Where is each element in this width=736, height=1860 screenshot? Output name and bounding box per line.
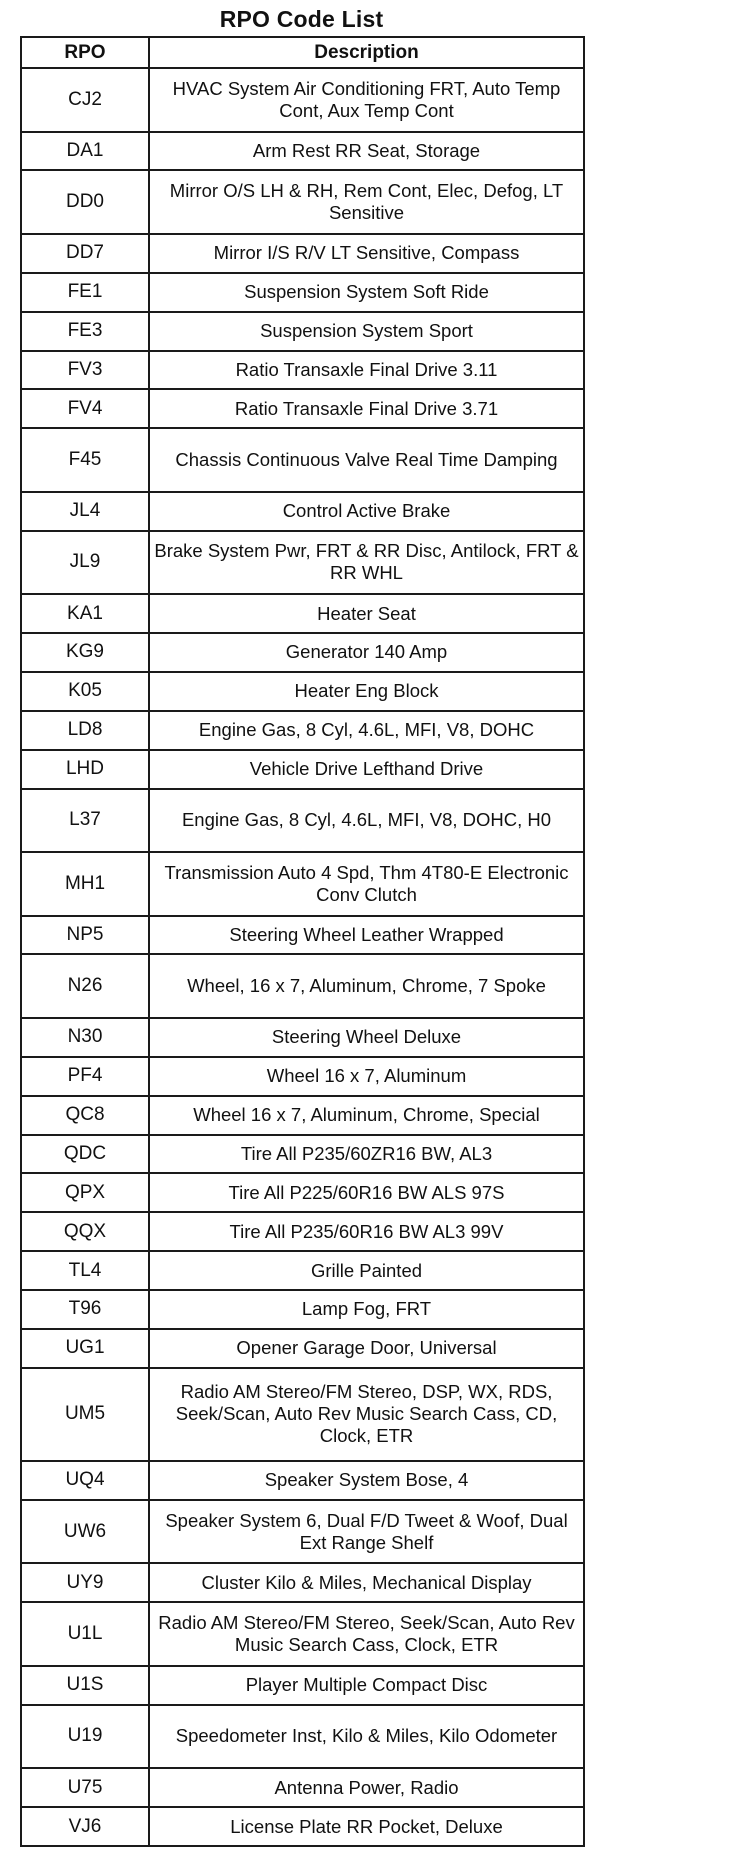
description-cell: Speedometer Inst, Kilo & Miles, Kilo Odometer <box>149 1705 584 1769</box>
rpo-code-cell: K05 <box>21 672 149 711</box>
rpo-code-cell: QPX <box>21 1173 149 1212</box>
column-header-description: Description <box>149 37 584 68</box>
description-cell: Radio AM Stereo/FM Stereo, DSP, WX, RDS, Seek/Scan, Auto Rev Music Search Cass, CD, Clock, ETR <box>149 1368 584 1461</box>
table-row <box>21 428 584 492</box>
table-row <box>21 1212 584 1251</box>
table-row <box>21 531 584 595</box>
rpo-code-cell: UG1 <box>21 1329 149 1368</box>
rpo-code-cell: U1L <box>21 1602 149 1666</box>
description-cell: Heater Eng Block <box>149 672 584 711</box>
table-row <box>21 389 584 428</box>
rpo-code-cell: UW6 <box>21 1500 149 1564</box>
rpo-code-table <box>20 36 585 1847</box>
rpo-code-cell: CJ2 <box>21 68 149 132</box>
rpo-code-cell: VJ6 <box>21 1807 149 1846</box>
table-row <box>21 1018 584 1057</box>
table-row <box>21 1057 584 1096</box>
table-row <box>21 1500 584 1564</box>
table-row <box>21 1251 584 1290</box>
table-row <box>21 594 584 633</box>
table-row <box>21 1096 584 1135</box>
description-cell: Ratio Transaxle Final Drive 3.11 <box>149 351 584 390</box>
description-cell: Chassis Continuous Valve Real Time Damping <box>149 428 584 492</box>
description-cell: Lamp Fog, FRT <box>149 1290 584 1329</box>
table-row <box>21 492 584 531</box>
description-cell: Antenna Power, Radio <box>149 1768 584 1807</box>
rpo-code-cell: DD7 <box>21 234 149 273</box>
rpo-code-cell: MH1 <box>21 852 149 916</box>
description-cell: Brake System Pwr, FRT & RR Disc, Antilock, FRT & RR WHL <box>149 531 584 595</box>
table-row <box>21 916 584 955</box>
description-cell: Control Active Brake <box>149 492 584 531</box>
table-row <box>21 312 584 351</box>
description-cell: Engine Gas, 8 Cyl, 4.6L, MFI, V8, DOHC <box>149 711 584 750</box>
table-row <box>21 1173 584 1212</box>
rpo-code-cell: LD8 <box>21 711 149 750</box>
rpo-code-cell: UQ4 <box>21 1461 149 1500</box>
rpo-code-cell: DD0 <box>21 170 149 234</box>
table-row <box>21 351 584 390</box>
table-row <box>21 750 584 789</box>
column-header-rpo: RPO <box>21 37 149 68</box>
rpo-code-cell: QQX <box>21 1212 149 1251</box>
rpo-code-cell: JL4 <box>21 492 149 531</box>
description-cell: Transmission Auto 4 Spd, Thm 4T80-E Electronic Conv Clutch <box>149 852 584 916</box>
rpo-code-cell: LHD <box>21 750 149 789</box>
table-row <box>21 132 584 171</box>
description-cell: Steering Wheel Leather Wrapped <box>149 916 584 955</box>
description-cell: Heater Seat <box>149 594 584 633</box>
table-row <box>21 1666 584 1705</box>
table-row <box>21 633 584 672</box>
description-cell: Vehicle Drive Lefthand Drive <box>149 750 584 789</box>
description-cell: Tire All P225/60R16 BW ALS 97S <box>149 1173 584 1212</box>
table-row <box>21 1135 584 1174</box>
description-cell: Speaker System 6, Dual F/D Tweet & Woof, Dual Ext Range Shelf <box>149 1500 584 1564</box>
rpo-code-cell: QC8 <box>21 1096 149 1135</box>
description-cell: Wheel 16 x 7, Aluminum, Chrome, Special <box>149 1096 584 1135</box>
rpo-code-cell: U19 <box>21 1705 149 1769</box>
rpo-code-cell: JL9 <box>21 531 149 595</box>
table-row <box>21 954 584 1018</box>
table-row <box>21 68 584 132</box>
description-cell: Wheel 16 x 7, Aluminum <box>149 1057 584 1096</box>
description-cell: Suspension System Sport <box>149 312 584 351</box>
table-row <box>21 273 584 312</box>
description-cell: License Plate RR Pocket, Deluxe <box>149 1807 584 1846</box>
description-cell: Opener Garage Door, Universal <box>149 1329 584 1368</box>
description-cell: Tire All P235/60ZR16 BW, AL3 <box>149 1135 584 1174</box>
rpo-code-cell: T96 <box>21 1290 149 1329</box>
rpo-code-cell: KA1 <box>21 594 149 633</box>
table-row <box>21 170 584 234</box>
rpo-code-cell: UM5 <box>21 1368 149 1461</box>
table-row <box>21 1290 584 1329</box>
description-cell: Suspension System Soft Ride <box>149 273 584 312</box>
table-row <box>21 789 584 853</box>
table-row <box>21 1461 584 1500</box>
table-row <box>21 711 584 750</box>
table-row <box>21 1368 584 1461</box>
description-cell: Radio AM Stereo/FM Stereo, Seek/Scan, Auto Rev Music Search Cass, Clock, ETR <box>149 1602 584 1666</box>
rpo-code-cell: F45 <box>21 428 149 492</box>
rpo-code-cell: DA1 <box>21 132 149 171</box>
table-row <box>21 1768 584 1807</box>
page-title: RPO Code List <box>219 6 384 32</box>
rpo-code-cell: U1S <box>21 1666 149 1705</box>
description-cell: Grille Painted <box>149 1251 584 1290</box>
description-cell: Engine Gas, 8 Cyl, 4.6L, MFI, V8, DOHC, H0 <box>149 789 584 853</box>
rpo-code-cell: UY9 <box>21 1563 149 1602</box>
table-header-row <box>21 37 584 68</box>
rpo-code-cell: FE3 <box>21 312 149 351</box>
rpo-code-cell: FV4 <box>21 389 149 428</box>
rpo-code-cell: FE1 <box>21 273 149 312</box>
rpo-code-cell: KG9 <box>21 633 149 672</box>
table-row <box>21 672 584 711</box>
rpo-code-cell: FV3 <box>21 351 149 390</box>
rpo-code-cell: U75 <box>21 1768 149 1807</box>
table-row <box>21 1602 584 1666</box>
table-row <box>21 1563 584 1602</box>
rpo-code-cell: N26 <box>21 954 149 1018</box>
rpo-code-cell: QDC <box>21 1135 149 1174</box>
table-row <box>21 852 584 916</box>
description-cell: Ratio Transaxle Final Drive 3.71 <box>149 389 584 428</box>
rpo-code-cell: TL4 <box>21 1251 149 1290</box>
description-cell: Tire All P235/60R16 BW AL3 99V <box>149 1212 584 1251</box>
table-row <box>21 1329 584 1368</box>
description-cell: Cluster Kilo & Miles, Mechanical Display <box>149 1563 584 1602</box>
rpo-code-cell: NP5 <box>21 916 149 955</box>
description-cell: HVAC System Air Conditioning FRT, Auto Temp Cont, Aux Temp Cont <box>149 68 584 132</box>
description-cell: Mirror I/S R/V LT Sensitive, Compass <box>149 234 584 273</box>
description-cell: Wheel, 16 x 7, Aluminum, Chrome, 7 Spoke <box>149 954 584 1018</box>
table-row <box>21 234 584 273</box>
rpo-code-cell: L37 <box>21 789 149 853</box>
rpo-code-cell: N30 <box>21 1018 149 1057</box>
table-row <box>21 1705 584 1769</box>
description-cell: Steering Wheel Deluxe <box>149 1018 584 1057</box>
rpo-code-cell: PF4 <box>21 1057 149 1096</box>
description-cell: Generator 140 Amp <box>149 633 584 672</box>
description-cell: Speaker System Bose, 4 <box>149 1461 584 1500</box>
description-cell: Player Multiple Compact Disc <box>149 1666 584 1705</box>
description-cell: Mirror O/S LH & RH, Rem Cont, Elec, Defog, LT Sensitive <box>149 170 584 234</box>
table-row <box>21 1807 584 1846</box>
description-cell: Arm Rest RR Seat, Storage <box>149 132 584 171</box>
